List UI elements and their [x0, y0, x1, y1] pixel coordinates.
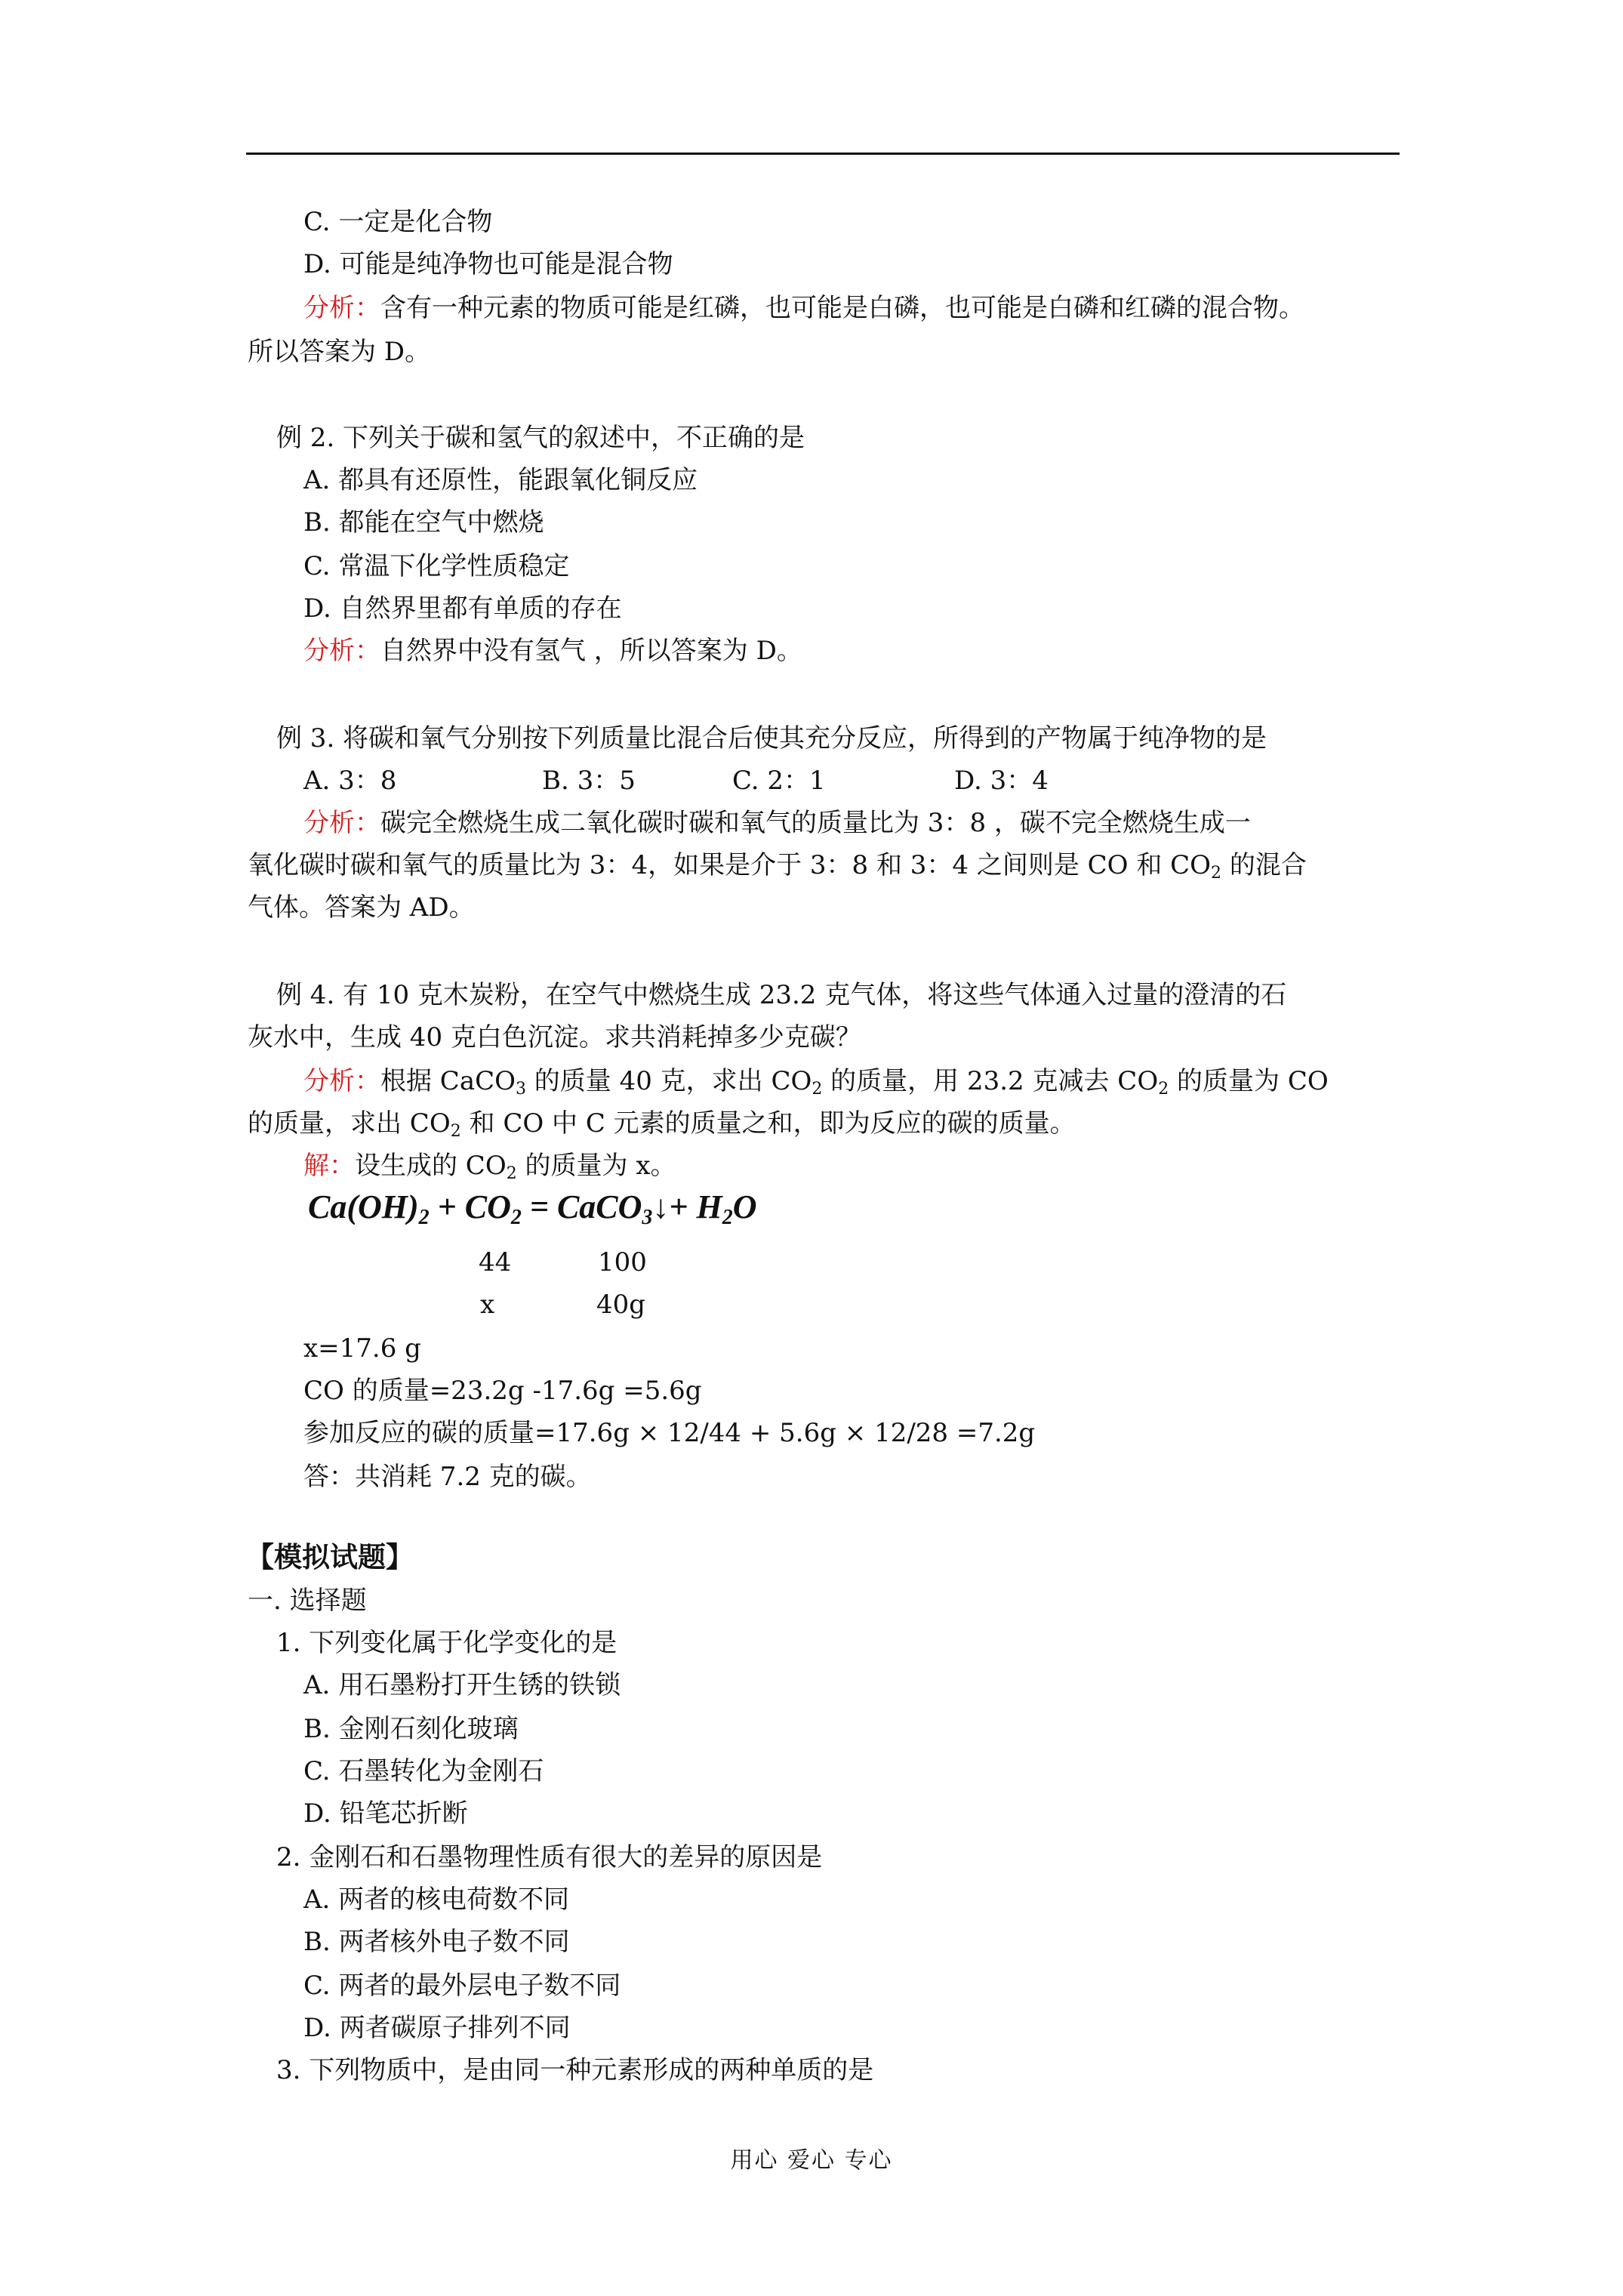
example-3-option-d: D. 3：4 [954, 766, 1049, 796]
question-1: 1. 下列变化属于化学变化的是 [276, 1628, 617, 1658]
chemical-equation [308, 1187, 757, 1228]
question-3: 3. 下列物质中，是由同一种元素形成的两种单质的是 [276, 2055, 874, 2085]
analysis-text: 的质量，用 23.2 克减去 CO [822, 1066, 1159, 1096]
subscript: 3 [515, 1080, 526, 1099]
analysis-text: 和 CO 中 C 元素的质量之和，即为反应的碳的质量。 [460, 1108, 1076, 1139]
analysis-text: 氧化碳时碳和氧气的质量比为 3：4，如果是介于 3：8 和 3：4 之间则是 CO 和 CO [248, 850, 1212, 880]
solution-label: 解： [303, 1151, 355, 1181]
subscript: 2 [506, 1164, 517, 1183]
option-c: C. 一定是化合物 [303, 207, 493, 237]
question-2-option-d: D. 两者碳原子排列不同 [303, 2013, 571, 2043]
analysis-text: 含有一种元素的物质可能是红磷，也可能是白磷，也可能是白磷和红磷的混合物。 [380, 293, 1304, 323]
analysis-text: 的混合 [1221, 850, 1307, 880]
analysis-text: 的质量，求出 CO [248, 1108, 451, 1139]
analysis-label: 分析： [303, 808, 380, 838]
subscript: 2 [812, 1080, 823, 1099]
solution-text: 设生成的 CO [355, 1151, 507, 1181]
section-title: 【模拟试题】 [246, 1540, 414, 1573]
part-title: 一. 选择题 [248, 1586, 367, 1616]
analysis-text: 的质量 40 克，求出 CO [525, 1066, 812, 1096]
example-3-analysis-end: 气体。答案为 AD。 [248, 892, 475, 923]
analysis-label: 分析： [303, 1066, 380, 1096]
question-2-option-c: C. 两者的最外层电子数不同 [303, 1971, 621, 2001]
equation-term: + CO [429, 1188, 511, 1225]
solution-text: 的质量为 x。 [516, 1151, 676, 1181]
example-3-option-c: C. 2：1 [732, 766, 826, 796]
question-1-option-a: A. 用石墨粉打开生锈的铁锁 [303, 1670, 621, 1700]
equation-unknown-x: x [480, 1290, 495, 1320]
precipitate-arrow-icon: ↓ [652, 1188, 670, 1225]
example-2-option-a: A. 都具有还原性，能跟氧化铜反应 [303, 465, 698, 495]
analysis-label: 分析： [303, 636, 380, 666]
analysis-text: 自然界中没有氢气 ，所以答案为 D。 [380, 636, 802, 666]
subscript: 2 [1158, 1080, 1169, 1099]
analysis-text: 的质量为 CO [1169, 1066, 1329, 1096]
calc-line-2: CO 的质量=23.2g -17.6g =5.6g [303, 1376, 702, 1406]
subscript: 2 [418, 1206, 430, 1229]
example-4-analysis-cont [248, 1107, 1076, 1140]
calc-line-1: x=17.6 g [303, 1333, 421, 1364]
example-2-option-b: B. 都能在空气中燃烧 [303, 507, 544, 538]
subscript: 3 [642, 1206, 653, 1229]
example-3-option-b: B. 3：5 [542, 766, 636, 796]
equation-known-40g: 40g [596, 1290, 646, 1320]
subscript: 2 [1211, 864, 1222, 883]
option-d: D. 可能是纯净物也可能是混合物 [303, 249, 673, 279]
example-3-analysis [303, 806, 1251, 840]
question-2: 2. 金刚石和石墨物理性质有很大的差异的原因是 [276, 1842, 823, 1872]
equation-mass-co2: 44 [479, 1247, 512, 1277]
example-4-solution [303, 1149, 676, 1182]
analysis-1-cont: 所以答案为 D。 [248, 337, 431, 367]
page-footer: 用心 爱心 专心 [730, 2147, 893, 2174]
equation-term: (OH) [346, 1188, 419, 1225]
example-2-question: 例 2. 下列关于碳和氢气的叙述中，不正确的是 [276, 423, 805, 453]
example-3-analysis-cont [248, 849, 1307, 882]
analysis-text: 碳完全燃烧生成二氧化碳时碳和氧气的质量比为 3：8 ，碳不完全燃烧生成一 [380, 808, 1251, 838]
example-3-option-a: A. 3：8 [303, 766, 397, 796]
example-4-analysis [303, 1065, 1329, 1098]
answer-line: 答：共消耗 7.2 克的碳。 [303, 1462, 592, 1492]
example-3-question: 例 3. 将碳和氧气分别按下列质量比混合后使其充分反应，所得到的产物属于纯净物的是 [276, 723, 1267, 754]
example-2-option-c: C. 常温下化学性质稳定 [303, 551, 570, 581]
subscript: 2 [510, 1206, 522, 1229]
example-4-question-cont: 灰水中，生成 40 克白色沉淀。求共消耗掉多少克碳？ [248, 1022, 861, 1052]
question-1-option-b: B. 金刚石刻化玻璃 [303, 1714, 519, 1744]
subscript: 2 [722, 1206, 733, 1229]
analysis-1 [303, 291, 1304, 325]
equation-mass-caco3: 100 [598, 1247, 647, 1277]
equation-term: = CaCO [521, 1188, 642, 1225]
equation-term: + H [669, 1188, 722, 1225]
question-2-option-b: B. 两者核外电子数不同 [303, 1927, 570, 1957]
question-2-option-a: A. 两者的核电荷数不同 [303, 1885, 570, 1915]
analysis-text: 根据 CaCO [380, 1066, 516, 1096]
equation-term: O [732, 1188, 757, 1225]
question-1-option-d: D. 铅笔芯折断 [303, 1798, 468, 1829]
analysis-label: 分析： [303, 293, 380, 323]
example-4-question: 例 4. 有 10 克木炭粉，在空气中燃烧生成 23.2 克气体，将这些气体通入过量的澄清的石 [276, 980, 1287, 1010]
example-2-option-d: D. 自然界里都有单质的存在 [303, 593, 622, 624]
subscript: 2 [450, 1122, 461, 1141]
equation-term: Ca [308, 1188, 347, 1225]
question-1-option-c: C. 石墨转化为金刚石 [303, 1756, 544, 1786]
calc-line-3: 参加反应的碳的质量=17.6g × 12/44 + 5.6g × 12/28 =7.2g [303, 1418, 1036, 1448]
example-2-analysis [303, 634, 802, 667]
header-rule [246, 153, 1400, 155]
